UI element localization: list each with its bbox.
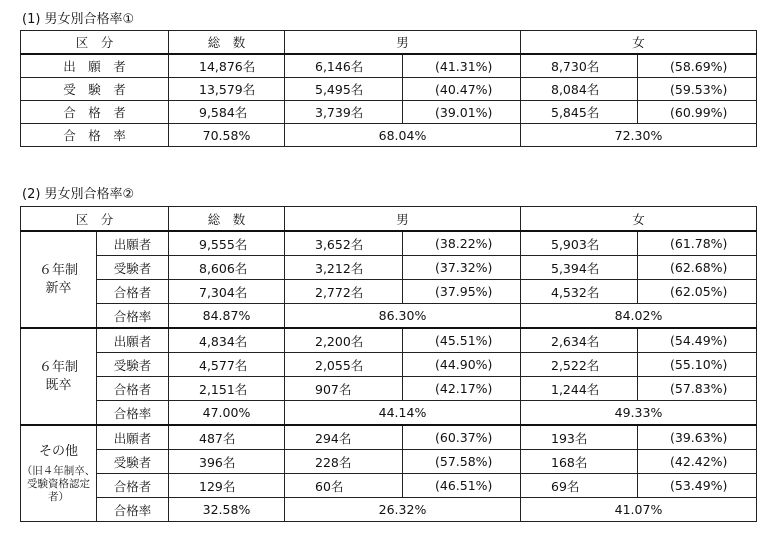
total-cell: 7,304名 [169, 280, 285, 304]
table-row [21, 450, 757, 474]
total-cell: 8,606名 [169, 256, 285, 280]
female-count-cell: 168名 [521, 450, 638, 474]
header-female: 女 [521, 31, 757, 55]
total-cell: 9,555名 [169, 231, 285, 256]
male-pct-cell: (60.37%) [403, 425, 521, 450]
row-label: 合格者 [97, 474, 169, 498]
group-note: （旧４年制卒、受験資格認定者） [21, 465, 96, 503]
rate-label: 合 格 率 [21, 124, 169, 147]
rate-male: 26.32% [285, 498, 521, 522]
row-label: 受験者 [97, 353, 169, 377]
rate-total: 47.00% [169, 401, 285, 426]
male-count-cell: 2,055名 [285, 353, 403, 377]
male-pct-cell: (57.58%) [403, 450, 521, 474]
male-count-cell: 294名 [285, 425, 403, 450]
pass-rate-table-1 [20, 30, 757, 147]
female-count-cell: 8,084名 [521, 78, 638, 101]
header-row [21, 207, 757, 232]
female-count-cell: 2,634名 [521, 328, 638, 353]
female-pct-cell: (55.10%) [638, 353, 757, 377]
group-name-line2: 既卒 [45, 377, 72, 393]
male-count-cell: 3,652名 [285, 231, 403, 256]
male-count-cell: 3,212名 [285, 256, 403, 280]
total-cell: 13,579名 [169, 78, 285, 101]
female-pct-cell: (59.53%) [638, 78, 757, 101]
header-kubun: 区 分 [21, 207, 169, 232]
male-count-cell: 60名 [285, 474, 403, 498]
section2-title: (2) 男女別合格率② [22, 187, 135, 202]
header-total: 総 数 [169, 31, 285, 55]
female-pct-cell: (58.69%) [638, 54, 757, 78]
row-label: 受 験 者 [21, 78, 169, 101]
total-cell: 2,151名 [169, 377, 285, 401]
row-label: 出願者 [97, 425, 169, 450]
male-pct-cell: (40.47%) [403, 78, 521, 101]
group-name-line1: その他 [38, 444, 78, 459]
rate-female: 49.33% [521, 401, 757, 426]
male-count-cell: 3,739名 [285, 101, 403, 124]
female-pct-cell: (39.63%) [638, 425, 757, 450]
male-pct-cell: (44.90%) [403, 353, 521, 377]
group-name-cell [21, 425, 97, 522]
rate-male: 68.04% [285, 124, 521, 147]
male-pct-cell: (37.32%) [403, 256, 521, 280]
rate-total: 84.87% [169, 304, 285, 329]
rate-row [21, 304, 757, 329]
male-pct-cell: (45.51%) [403, 328, 521, 353]
table-row [21, 425, 757, 450]
rate-male: 44.14% [285, 401, 521, 426]
rate-total: 32.58% [169, 498, 285, 522]
female-count-cell: 5,845名 [521, 101, 638, 124]
total-cell: 396名 [169, 450, 285, 474]
female-pct-cell: (60.99%) [638, 101, 757, 124]
row-label: 合格者 [97, 280, 169, 304]
female-count-cell: 5,903名 [521, 231, 638, 256]
table-row [21, 231, 757, 256]
rate-female: 72.30% [521, 124, 757, 147]
row-label: 出 願 者 [21, 54, 169, 78]
table-row [21, 54, 757, 78]
rate-row [21, 498, 757, 522]
male-count-cell: 228名 [285, 450, 403, 474]
total-cell: 4,577名 [169, 353, 285, 377]
female-count-cell: 1,244名 [521, 377, 638, 401]
rate-label: 合格率 [97, 401, 169, 426]
female-pct-cell: (61.78%) [638, 231, 757, 256]
male-pct-cell: (41.31%) [403, 54, 521, 78]
group-name-line1: ６年制 [38, 359, 78, 375]
female-pct-cell: (54.49%) [638, 328, 757, 353]
rate-label: 合格率 [97, 304, 169, 329]
male-pct-cell: (46.51%) [403, 474, 521, 498]
female-count-cell: 8,730名 [521, 54, 638, 78]
female-count-cell: 193名 [521, 425, 638, 450]
male-pct-cell: (38.22%) [403, 231, 521, 256]
header-total: 総 数 [169, 207, 285, 232]
male-count-cell: 5,495名 [285, 78, 403, 101]
male-count-cell: 2,772名 [285, 280, 403, 304]
table-row [21, 328, 757, 353]
pass-rate-table-2 [20, 206, 757, 522]
row-label: 合格者 [97, 377, 169, 401]
total-cell: 129名 [169, 474, 285, 498]
rate-row [21, 124, 757, 147]
table-row [21, 353, 757, 377]
table-row [21, 474, 757, 498]
male-count-cell: 2,200名 [285, 328, 403, 353]
rate-label: 合格率 [97, 498, 169, 522]
section1-title: (1) 男女別合格率① [22, 12, 135, 27]
rate-total: 70.58% [169, 124, 285, 147]
group-name-cell [21, 328, 97, 425]
table-row [21, 256, 757, 280]
male-pct-cell: (42.17%) [403, 377, 521, 401]
total-cell: 4,834名 [169, 328, 285, 353]
rate-row [21, 401, 757, 426]
female-pct-cell: (42.42%) [638, 450, 757, 474]
header-row [21, 31, 757, 55]
table-row [21, 377, 757, 401]
female-pct-cell: (62.05%) [638, 280, 757, 304]
male-pct-cell: (37.95%) [403, 280, 521, 304]
total-cell: 487名 [169, 425, 285, 450]
male-count-cell: 6,146名 [285, 54, 403, 78]
header-kubun: 区 分 [21, 31, 169, 55]
header-male: 男 [285, 207, 521, 232]
group-name-cell [21, 231, 97, 328]
female-pct-cell: (62.68%) [638, 256, 757, 280]
group-name-line2: 新卒 [45, 280, 72, 296]
total-cell: 9,584名 [169, 101, 285, 124]
row-label: 出願者 [97, 231, 169, 256]
rate-female: 84.02% [521, 304, 757, 329]
rate-male: 86.30% [285, 304, 521, 329]
male-pct-cell: (39.01%) [403, 101, 521, 124]
table-row [21, 280, 757, 304]
row-label: 合 格 者 [21, 101, 169, 124]
female-count-cell: 4,532名 [521, 280, 638, 304]
female-count-cell: 69名 [521, 474, 638, 498]
row-label: 受験者 [97, 450, 169, 474]
header-male: 男 [285, 31, 521, 55]
total-cell: 14,876名 [169, 54, 285, 78]
female-count-cell: 2,522名 [521, 353, 638, 377]
female-pct-cell: (53.49%) [638, 474, 757, 498]
row-label: 出願者 [97, 328, 169, 353]
group-name-line1: ６年制 [38, 262, 78, 278]
row-label: 受験者 [97, 256, 169, 280]
male-count-cell: 907名 [285, 377, 403, 401]
female-pct-cell: (57.83%) [638, 377, 757, 401]
table-row [21, 101, 757, 124]
female-count-cell: 5,394名 [521, 256, 638, 280]
table-row [21, 78, 757, 101]
rate-female: 41.07% [521, 498, 757, 522]
header-female: 女 [521, 207, 757, 232]
